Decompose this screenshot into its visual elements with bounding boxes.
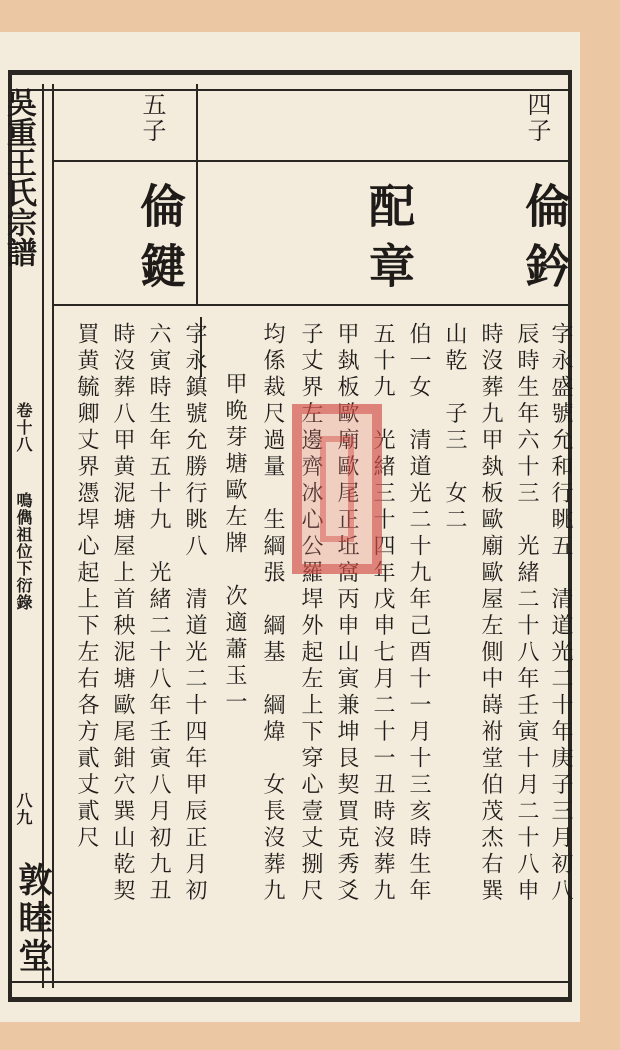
entry-text-line: 均係裁尺過量 生綱張 綱基 綱煒 女長沒葬九 <box>260 322 285 905</box>
entry-text-line: 伯一女 清道光二十九年己酉十一月十三亥時生年 <box>406 322 431 905</box>
header-rule-bottom <box>54 304 568 306</box>
section-label: 鳴儁祖位下衍錄 <box>14 492 33 611</box>
genealogy-page <box>0 32 580 1022</box>
header-divider <box>196 84 198 304</box>
spine-line-1 <box>42 84 44 988</box>
page-number: 八九 <box>14 792 33 826</box>
entry-label-fifth-son: 五子 <box>138 92 166 144</box>
entry-text-line: 買黄毓卿丈界憑垾心起上下左右各方貳丈貳尺 <box>74 322 99 852</box>
book-title: 吳重王氏宗譜 <box>1 87 36 267</box>
entry-name-lunqian: 倫鈐 <box>518 182 572 302</box>
page-frame-top <box>8 70 572 91</box>
entry-name-lunjian: 倫鍵 <box>133 182 187 302</box>
entry-name-peizhang: 配章 <box>362 182 416 302</box>
entry-label-fourth-son: 四子 <box>523 92 551 144</box>
entry-text-line: 字永鎮號允勝行眺八 清道光二十四年甲辰正月初 <box>182 322 207 905</box>
header-rule-top <box>54 160 568 162</box>
seal-inner-frame <box>320 436 354 542</box>
entry-text-line: 時沒葬九甲埶板歐廟歐屋左側中嵵祔堂伯茂杰右巽 <box>478 322 503 905</box>
entry-text-line: 字永盛號允和行眺五 清道光二十年庚子三月初八 <box>548 322 573 905</box>
spine-line-2 <box>52 84 54 988</box>
page-frame-bottom <box>8 981 572 1002</box>
entry-text-line: 時沒葬八甲黄泥塘屋上首秧泥塘歐尾鉗穴巽山乾契 <box>110 322 135 905</box>
entry-text-line: 五十九 光緒三十四年戊申七月二十一丑時沒葬九 <box>370 322 395 905</box>
entry-text-line: 甲埶板歐廟歐尾正坵窩丙申山寅兼坤艮契買克秀爻 <box>334 322 359 905</box>
entry-text-line: 六寅時生年五十九 光緒二十八年壬寅八月初九丑 <box>146 322 171 905</box>
entry-text-line: 辰時生年六十三 光緒二十八年壬寅十月二十八申 <box>514 322 539 905</box>
red-seal-stamp <box>292 404 382 574</box>
entry-text-line: 子丈界左邊齊冰心公羅垾外起左上下穿心壹丈捌尺 <box>298 322 323 905</box>
hall-name: 敦睦堂 <box>12 862 52 976</box>
entry-text-line: 山乾 子三 女二 <box>442 322 467 534</box>
volume-label: 卷十八 <box>14 402 33 453</box>
entry-text-line: 甲晩芽塘歐左牌 次適蕭玉一 <box>222 372 247 717</box>
